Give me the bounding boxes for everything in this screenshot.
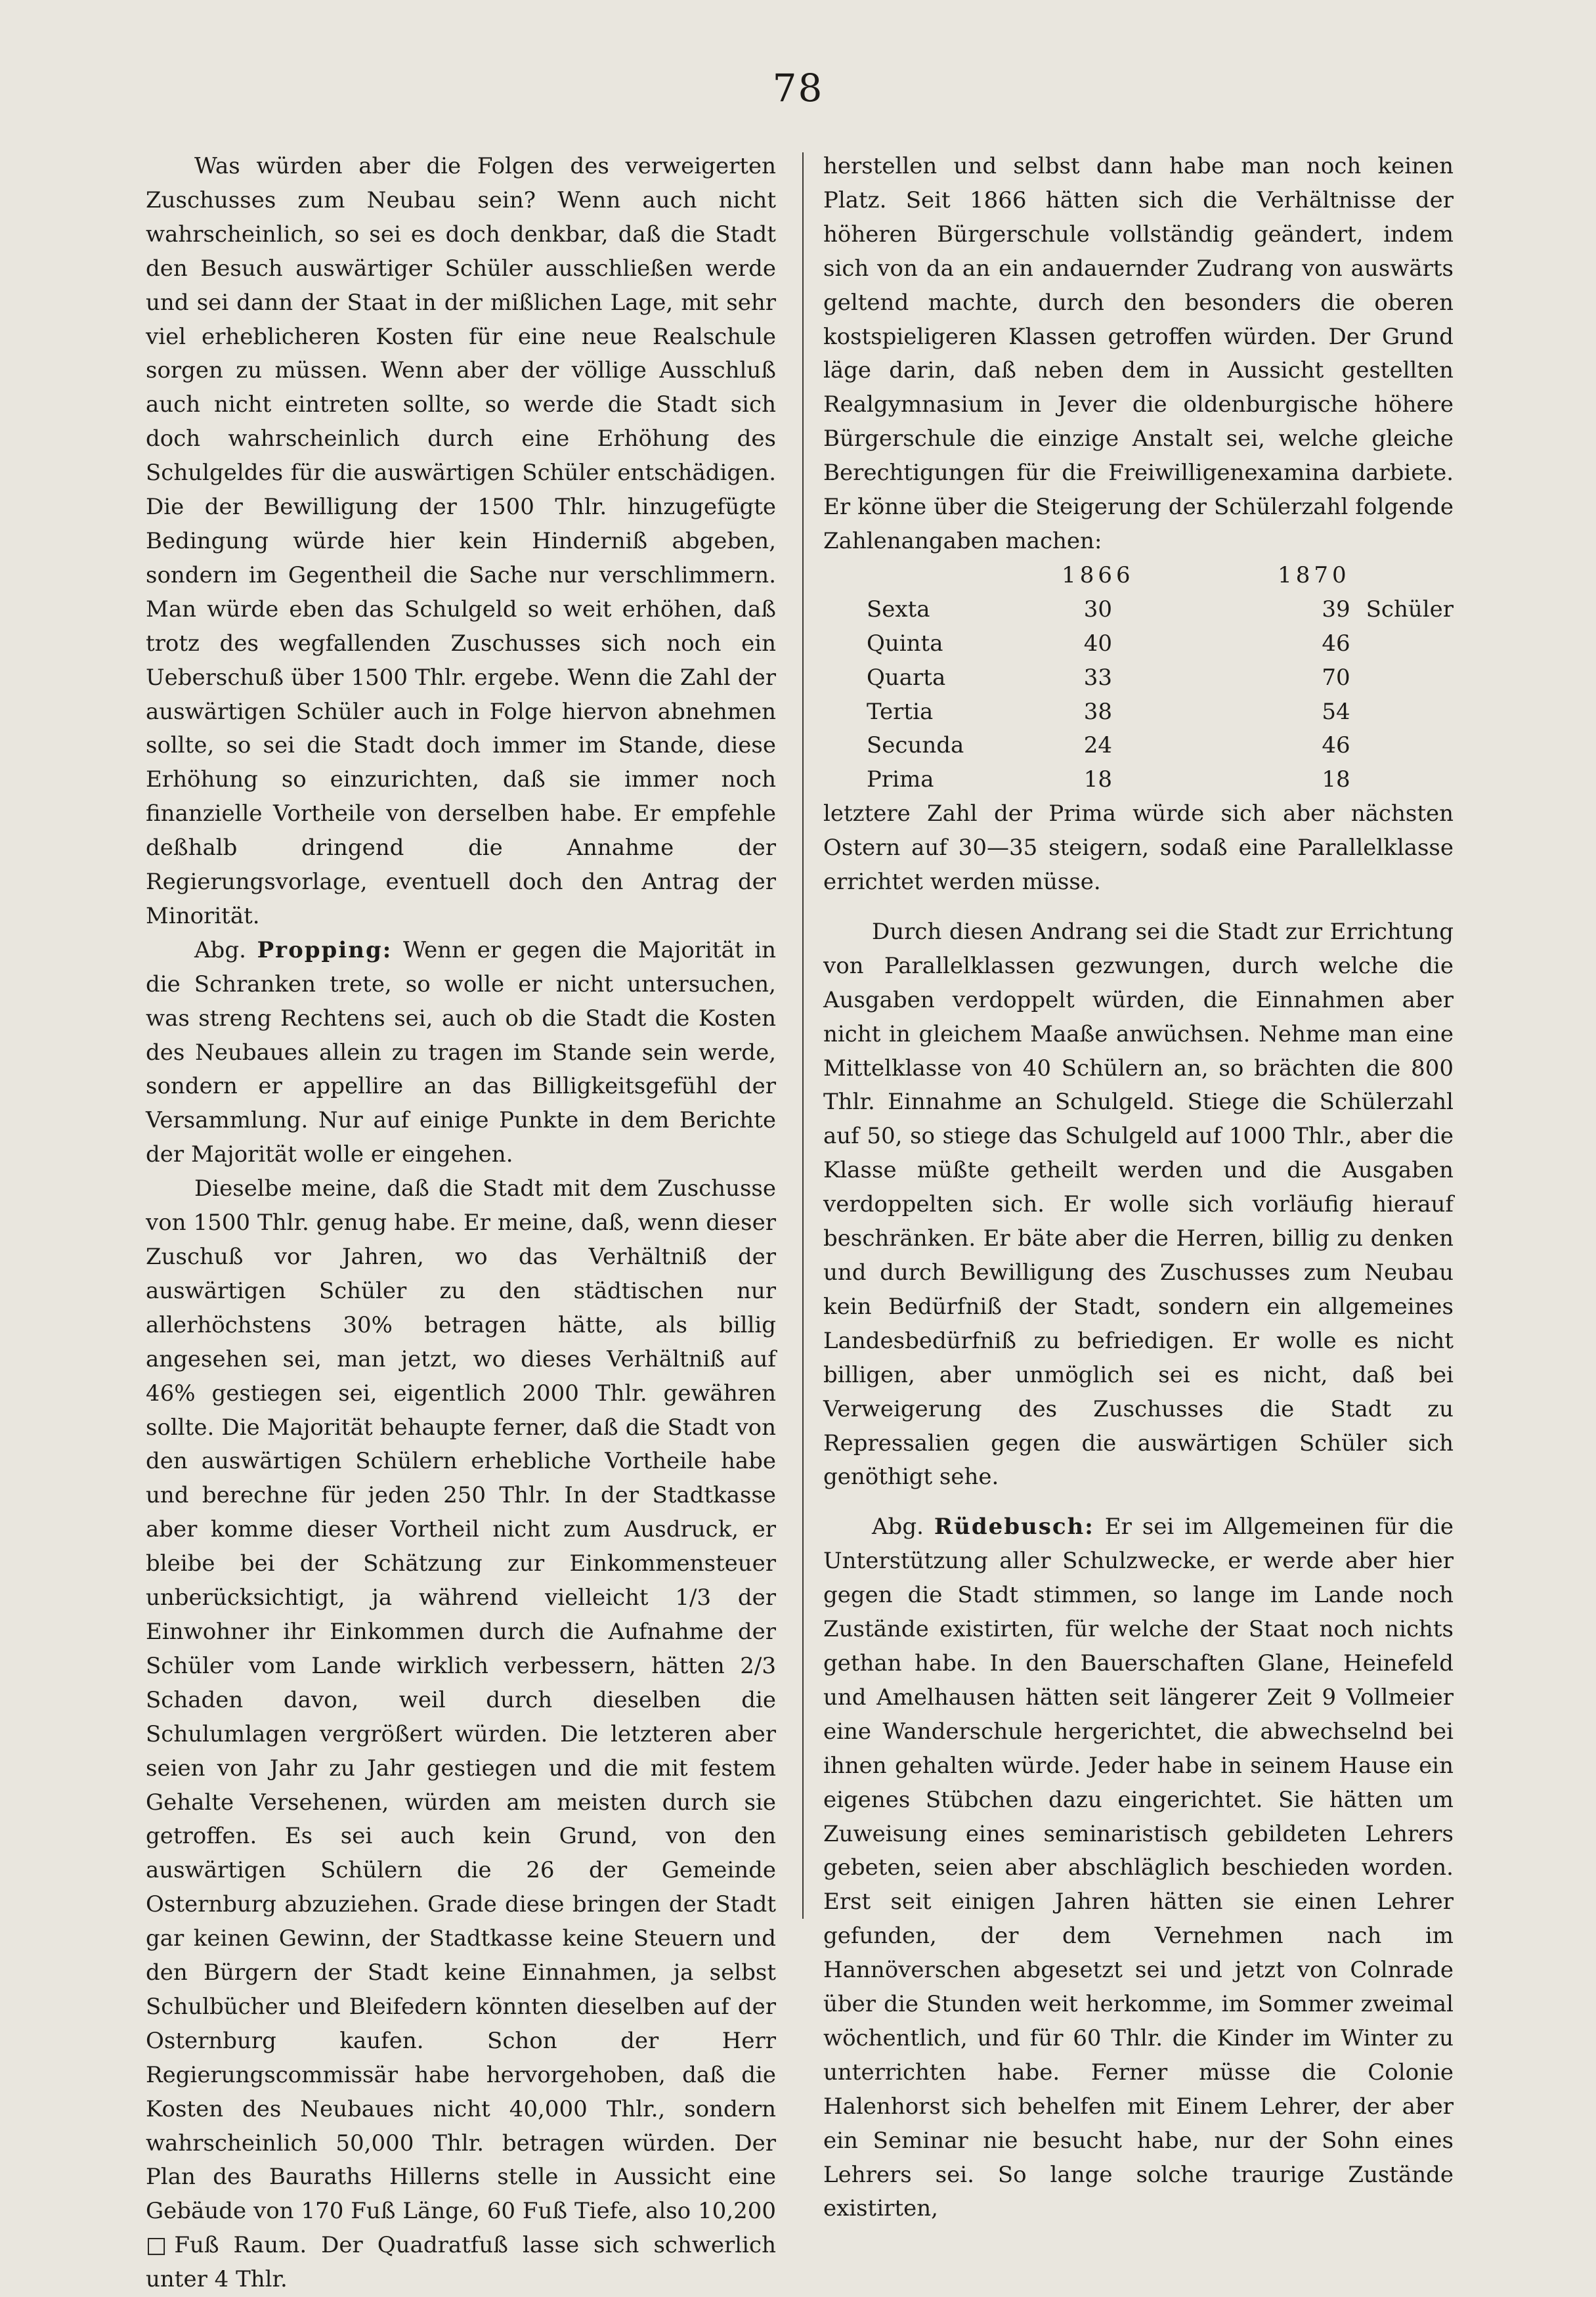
- paragraph: letztere Zahl der Prima würde sich aber nächsten Ostern auf 30—35 steigern, sodaß eine Parallelklasse errichtet werden müsse.: [823, 800, 1454, 896]
- count-1870: 70: [1322, 664, 1350, 691]
- speech-prefix: Abg.: [872, 1514, 934, 1541]
- table-header-year: 1870: [1278, 561, 1350, 588]
- left-column: [146, 150, 776, 2297]
- count-1866: 38: [1083, 698, 1113, 725]
- class-name: Prima: [867, 766, 934, 793]
- column-divider: [802, 152, 804, 1919]
- count-1866: 33: [1083, 664, 1113, 691]
- count-1870: 46: [1322, 732, 1350, 759]
- count-1870: 18: [1322, 766, 1350, 793]
- class-name: Quarta: [867, 664, 946, 691]
- speech-text: Wenn er gegen die Majorität in die Schranken trete, so wolle er nicht untersuchen, was streng Rechtens sei, auch ob die Stadt die Kosten des Neubaues allein zu tragen im Stande sein werde, sondern er appellire an das Billigkeitsgefühl der Versammlung. Nur auf einige Punkte in dem Berichte der Majorität wolle er eingehen.: [146, 936, 776, 1168]
- count-1870: 46: [1322, 630, 1350, 657]
- count-1870: 54: [1322, 698, 1350, 725]
- table-header-year: 1866: [1062, 561, 1134, 588]
- count-1866: 40: [1083, 630, 1113, 657]
- count-1870: 39: [1322, 596, 1350, 623]
- table-header-empty: [823, 559, 1029, 593]
- class-name: Sexta: [867, 596, 930, 623]
- speech-propping: [146, 934, 776, 1172]
- count-1866: 18: [1083, 766, 1113, 793]
- paragraph: Was würden aber die Folgen des verweigerten Zuschusses zum Neubau sein? Wenn auch nicht wahrscheinlich, so sei es doch denkbar, daß die Stadt den Besuch auswärtiger Schüler ausschließen werde und sei dann der Staat in der mißlichen Lage, mit sehr viel erheblicheren Kosten für eine neue Realschule sorgen zu müssen. Wenn aber der völlige Ausschluß auch nicht eintreten sollte, so werde die Stadt sich doch wahrscheinlich durch eine Erhöhung des Schulgeldes für die auswärtigen Schüler entschädigen. Die der Bewilligung der 1500 Thlr. hinzugefügte Bedingung würde hier kein Hinderniß abgeben, sondern im Gegentheil die Sache nur verschlimmern. Man würde eben das Schulgeld so weit erhöhen, daß trotz des wegfallenden Zuschusses sich noch ein Ueberschuß über 1500 Thlr. ergebe. Wenn die Zahl der auswärtigen Schüler auch in Folge hiervon abnehmen sollte, so sei die Stadt doch immer im Stande, diese Erhöhung so einzurichten, daß sie immer noch finanzielle Vortheile von derselben habe. Er empfehle deßhalb dringend die Annahme der Regierungsvorlage, eventuell doch den Antrag der Minorität.: [146, 153, 776, 929]
- unit-label: Schüler: [1366, 596, 1454, 623]
- table-header-row: [823, 559, 1454, 593]
- table-row: [823, 729, 1454, 763]
- table-row: [823, 763, 1454, 797]
- table-row: [823, 661, 1454, 695]
- count-1866: 24: [1083, 732, 1113, 759]
- speaker-name: Rüdebusch:: [934, 1514, 1094, 1541]
- table-row: [823, 593, 1454, 627]
- paragraph: herstellen und selbst dann habe man noch keinen Platz. Seit 1866 hätten sich die Verhältnisse der höheren Bürgerschule vollständig geändert, indem sich von da an ein andauernder Zudrang von auswärts geltend machte, durch den besonders die oberen kostspieligeren Klassen getroffen würden. Der Grund läge darin, daß neben dem in Aussicht gestellten Realgymnasium in Jever die oldenburgische höhere Bürgerschule die einzige Anstalt sei, welche gleiche Berechtigungen für die Freiwilligenexamina darbiete. Er könne über die Steigerung der Schülerzahl folgende Zahlenangaben machen:: [823, 153, 1454, 554]
- speech-text: Er sei im Allgemeinen für die Unterstützung aller Schulzwecke, er werde aber hier gegen die Stadt stimmen, so lange im Lande noch Zustände existirten, für welche der Staat noch nichts gethan habe. In den Bauerschaften Glane, Heinefeld und Amelhausen hätten seit längerer Zeit 9 Vollmeier eine Wanderschule hergerichtet, die abwechselnd bei ihnen gehalten würde. Jeder habe in seinem Hause ein eigenes Stübchen dazu eingerichtet. Sie hätten um Zuweisung eines seminaristisch gebildeten Lehrers gebeten, seien aber abschläglich beschieden worden. Erst seit einigen Jahren hätten sie einen Lehrer gefunden, der dem Vernehmen nach im Hannöverschen abgesetzt sei und jetzt von Colnrade über die Stunden weit herkomme, im Sommer zweimal wöchentlich, und für 60 Thlr. die Kinder im Winter zu unterrichten habe. Ferner müsse die Colonie Halenhorst sich behelfen mit Einem Lehrer, der aber ein Seminar nie besucht habe, nur der Sohn eines Lehrers sei. So lange solche traurige Zustände existirten,: [823, 1514, 1454, 2222]
- paragraph: Durch diesen Andrang sei die Stadt zur Errichtung von Parallelklassen gezwungen, durch welche die Ausgaben verdoppelt würden, die Einnahmen aber nicht in gleichem Maaße anwüchsen. Nehme man eine Mittelklasse von 40 Schülern an, so brächten die 800 Thlr. Einnahme an Schulgeld. Stiege die Schülerzahl auf 50, so stiege das Schulgeld auf 1000 Thlr., aber die Klasse müßte getheilt werden und die Ausgaben verdoppelten sich. Er wolle sich vorläufig hierauf beschränken. Er bäte aber die Herren, billig zu denken und durch Bewilligung des Zuschusses zum Neubau kein Bedürfniß der Stadt, sondern ein allgemeines Landesbedürfniß zu befriedigen. Er wolle es nicht billigen, aber unmöglich sei es nicht, daß bei Verweigerung des Zuschusses die Stadt zu Repressalien gegen die auswärtigen Schüler sich genöthigt sehe.: [823, 918, 1454, 1491]
- speech-prefix: Abg.: [194, 936, 257, 963]
- table-row: [823, 627, 1454, 661]
- speech-ruedebusch: [823, 1510, 1454, 2226]
- right-column: [823, 150, 1454, 2226]
- count-1866: 30: [1083, 596, 1113, 623]
- speaker-name: Propping:: [257, 936, 393, 963]
- table-row: [823, 695, 1454, 730]
- student-count-table: [823, 559, 1454, 797]
- table-header-empty: [1366, 559, 1454, 593]
- paragraph: Dieselbe meine, daß die Stadt mit dem Zuschusse von 1500 Thlr. genug habe. Er meine, daß, wenn dieser Zuschuß vor Jahren, wo das Verhältniß der auswärtigen Schüler zu den städtischen nur allerhöchstens 30% betragen hätte, als billig angesehen sei, man jetzt, wo dieses Verhältniß auf 46% gestiegen sei, eigentlich 2000 Thlr. gewähren sollte. Die Majorität behaupte ferner, daß die Stadt von den auswärtigen Schülern erhebliche Vortheile habe und berechne für jeden 250 Thlr. In der Stadtkasse aber komme dieser Vortheil nicht zum Ausdruck, er bleibe bei der Schätzung zur Einkommensteuer unberücksichtigt, ja während vielleicht 1/3 der Einwohner ihr Einkommen durch die Aufnahme der Schüler vom Lande wirklich verbessern, hätten 2/3 Schaden davon, weil durch dieselben die Schulumlagen vergrößert würden. Die letzteren aber seien von Jahr zu Jahr gestiegen und die mit festem Gehalte Versehenen, würden am meisten durch sie getroffen. Es sei auch kein Grund, von den auswärtigen Schülern die 26 der Gemeinde Osternburg abzuziehen. Grade diese bringen der Stadt gar keinen Gewinn, der Stadtkasse keine Steuern und den Bürgern der Stadt keine Einnahmen, ja selbst Schulbücher und Bleifedern könnten dieselben auf der Osternburg kaufen. Schon der Herr Regierungscommissär habe hervorgehoben, daß die Kosten des Neubaues nicht 40,000 Thlr., sondern wahrscheinlich 50,000 Thlr. betragen würden. Der Plan des Bauraths Hillerns stelle in Aussicht eine Gebäude von 170 Fuß Länge, 60 Fuß Tiefe, also 10,200 □Fuß Raum. Der Quadratfuß lasse sich schwerlich unter 4 Thlr.: [146, 1175, 776, 2293]
- class-name: Tertia: [867, 698, 934, 725]
- page-number: 78: [772, 66, 824, 110]
- class-name: Secunda: [867, 732, 964, 759]
- class-name: Quinta: [867, 630, 943, 657]
